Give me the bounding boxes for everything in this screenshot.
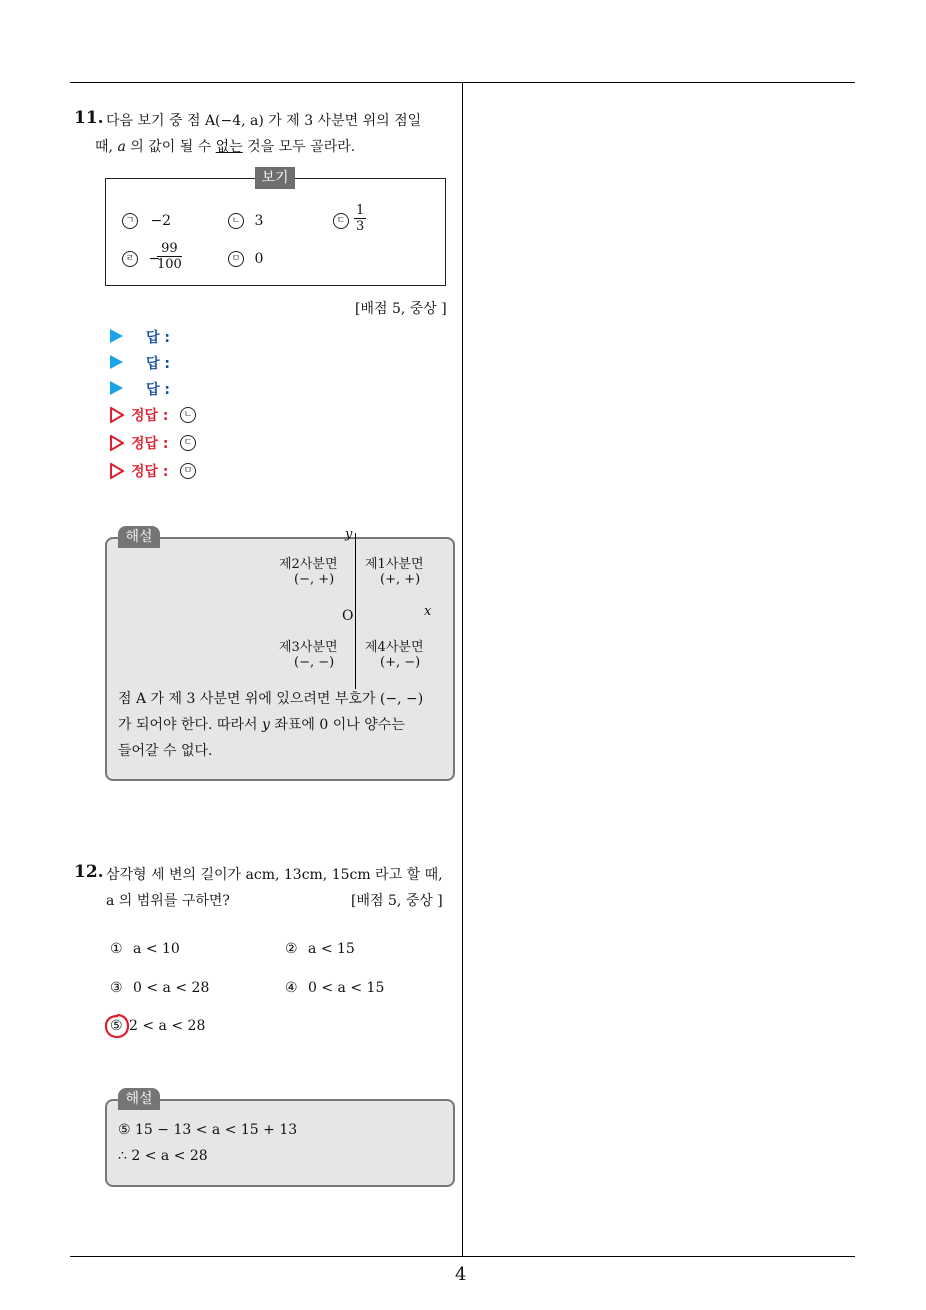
choice-5-value: 0: [254, 251, 264, 267]
option-1-text: a < 10: [133, 941, 180, 957]
correct-answer-2: ㄷ: [180, 435, 196, 451]
q11-line2-post: 것을 모두 골라라.: [242, 139, 356, 155]
option-1-mark: ①: [110, 941, 123, 957]
q11-haesul-label: 해설: [118, 526, 160, 548]
choice-4-sign: −: [148, 251, 161, 267]
choice-4-num: 99: [157, 241, 182, 257]
choice-1: [122, 213, 171, 229]
correct-label-1: 정답 :: [131, 408, 169, 424]
option-3-mark: ③: [110, 980, 123, 996]
origin-label: O: [342, 608, 354, 624]
y-axis: [355, 533, 356, 689]
quadrant-3-label: 제3사분면: [279, 640, 338, 655]
choice-2-value: 3: [254, 213, 264, 229]
choice-3-num: 1: [356, 203, 365, 218]
q12-explain-line1: ⑤ 15 − 13 < a < 15 + 13: [118, 1122, 298, 1138]
choice-1-mark: ㄱ: [122, 213, 138, 229]
option-3[interactable]: [110, 980, 209, 996]
q11-explain-line2-post: 좌표에 0 이나 양수는: [269, 717, 405, 733]
option-5-text: 2 < a < 28: [129, 1018, 206, 1034]
answer-label-1: 답 :: [146, 330, 170, 346]
bogi-label: 보기: [255, 167, 295, 189]
q11-explain-line2-var: y: [261, 717, 270, 733]
correct-label-3: 정답 :: [131, 464, 169, 480]
quadrant-1-label: 제1사분면: [365, 557, 424, 572]
option-2[interactable]: [285, 941, 355, 957]
q11-line2-var: a: [117, 139, 126, 155]
option-2-mark: ②: [285, 941, 298, 957]
answer-arrow-icon: [110, 329, 123, 343]
answer-label-2: 답 :: [146, 356, 170, 372]
q12-score: [배점 5, 중상 ]: [351, 893, 443, 909]
correct-arrow-icon: [110, 435, 124, 451]
choice-3: [333, 213, 349, 229]
y-axis-label: y: [345, 527, 353, 542]
correct-circle-icon: [103, 1012, 131, 1040]
choice-4-fraction: [157, 241, 182, 272]
choice-2-mark: ㄴ: [228, 213, 244, 229]
page-number: 4: [455, 1264, 467, 1285]
q11-line2-underline: 없는: [215, 139, 243, 155]
correct-answer-3: ㅁ: [180, 463, 196, 479]
answer-arrow-icon: [110, 355, 123, 369]
q11-line2: [95, 136, 355, 156]
quadrant-2-sign: (−, +): [294, 572, 335, 587]
correct-arrow-icon: [110, 407, 124, 423]
choice-4-den: 100: [157, 257, 182, 272]
q12-line2: a 의 범위를 구하면?: [106, 893, 230, 909]
q11-explain-line2-pre: 가 되어야 한다. 따라서: [118, 717, 262, 733]
choice-4-mark: ㄹ: [122, 251, 138, 267]
quadrant-3-sign: (−, −): [294, 655, 335, 670]
choice-3-fraction: [354, 203, 366, 234]
correct-answer-1: ㄴ: [180, 407, 196, 423]
quadrant-2-label: 제2사분면: [279, 557, 338, 572]
correct-label-2: 정답 :: [131, 436, 169, 452]
q11-explain-line1: 점 A 가 제 3 사분면 위에 있으려면 부호가 (−, −): [118, 691, 424, 707]
q11-explain-line2: [118, 714, 405, 734]
choice-5: [228, 251, 263, 267]
q11-line1: 다음 보기 중 점 A(−4, a) 가 제 3 사분면 위의 점일: [106, 113, 422, 129]
q12-line1: 삼각형 세 변의 길이가 acm, 13cm, 15cm 라고 할 때,: [106, 867, 443, 883]
choice-2: [228, 213, 263, 229]
choice-3-den: 3: [356, 219, 365, 234]
answer-arrow-icon: [110, 381, 123, 395]
answer-label-3: 답 :: [146, 382, 170, 398]
q11-line2-mid: 의 값이 될 수: [125, 139, 216, 155]
column-divider: [462, 82, 463, 1257]
quadrant-4-label: 제4사분면: [365, 640, 424, 655]
q11-number: 11.: [74, 108, 104, 128]
choice-1-value: −2: [150, 213, 172, 229]
quadrant-4-sign: (+, −): [380, 655, 421, 670]
q11-line2-pre: 때,: [95, 139, 118, 155]
choice-3-mark: ㄷ: [333, 213, 349, 229]
q11-explain-line3: 들어갈 수 없다.: [118, 743, 213, 759]
q11-score: [배점 5, 중상 ]: [355, 301, 447, 317]
choice-4: [122, 251, 160, 267]
q12-haesul-box: [105, 1099, 455, 1187]
q12-explain-line2: ∴ 2 < a < 28: [118, 1148, 208, 1164]
q12-haesul-label: 해설: [118, 1088, 160, 1110]
x-axis-label: x: [424, 604, 432, 619]
option-4-text: 0 < a < 15: [308, 980, 385, 996]
choice-5-mark: ㅁ: [228, 251, 244, 267]
correct-arrow-icon: [110, 463, 124, 479]
option-4[interactable]: [285, 980, 384, 996]
option-2-text: a < 15: [308, 941, 355, 957]
option-3-text: 0 < a < 28: [133, 980, 210, 996]
quadrant-1-sign: (+, +): [380, 572, 421, 587]
option-5-mark: ⑤: [110, 1018, 123, 1034]
q12-number: 12.: [74, 862, 104, 882]
option-1[interactable]: [110, 941, 180, 957]
option-4-mark: ④: [285, 980, 298, 996]
bottom-rule: [70, 1256, 855, 1257]
